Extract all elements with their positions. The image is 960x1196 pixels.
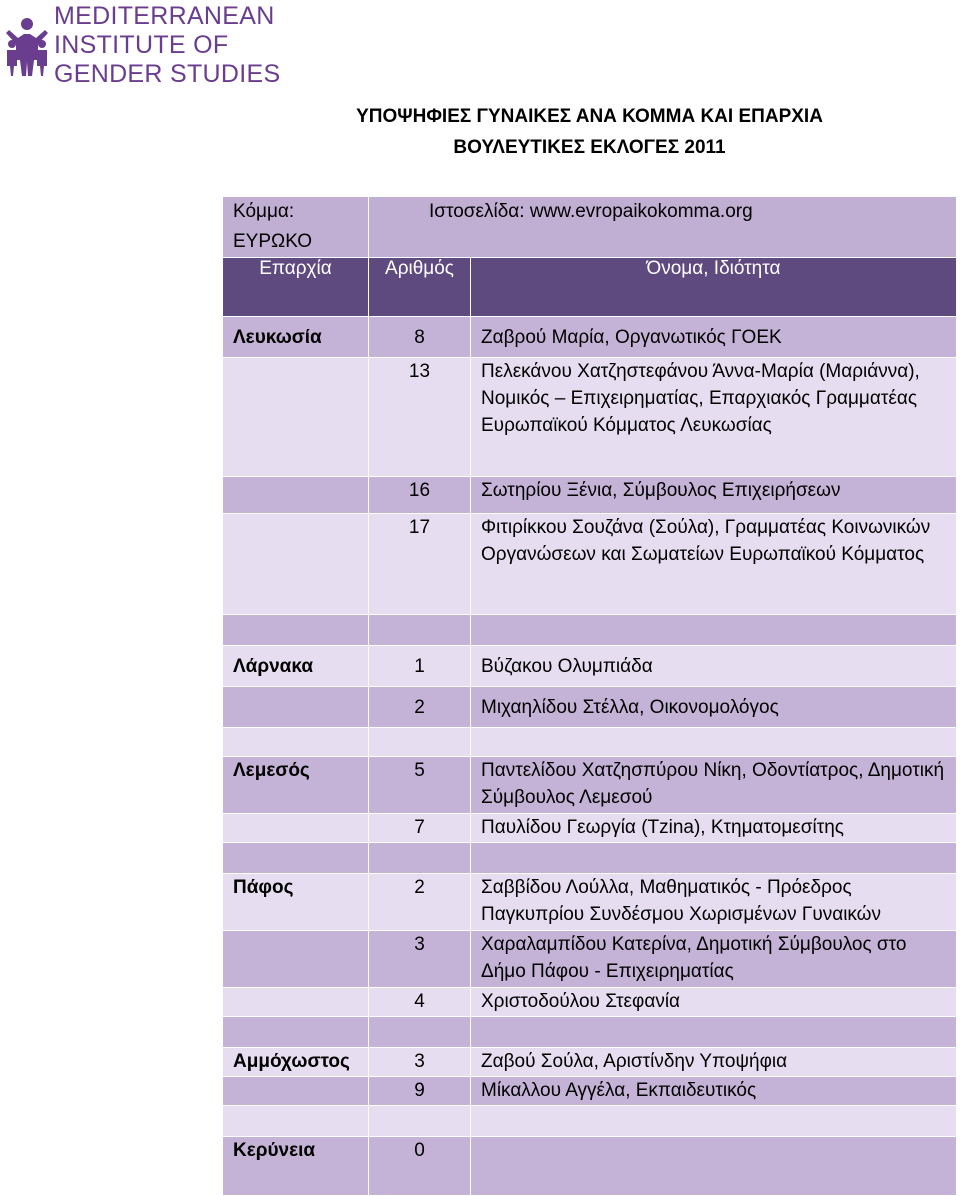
column-header-number: Αριθμός (369, 258, 471, 317)
name-cell (471, 843, 957, 874)
district-cell (223, 728, 369, 757)
page-title: ΥΠΟΨΗΦΙΕΣ ΓΥΝΑΙΚΕΣ ΑΝΑ ΚΟΜΜΑ ΚΑΙ ΕΠΑΡΧΙΑ (356, 106, 823, 127)
table-row (223, 728, 957, 757)
logo-line-3: GENDER STUDIES (54, 60, 281, 88)
column-header-district: Επαρχία (223, 258, 369, 317)
district-cell: Λάρνακα (223, 646, 369, 687)
name-cell: Πελεκάνου Χατζηστεφάνου Άννα-Μαρία (Μαριάννα), Νομικός – Επιχειρηματίας, Επαρχιακός Γραμματέας Ευρωπαϊκού Κόμματος Λευκωσίας (471, 358, 957, 477)
district-cell (223, 1077, 369, 1106)
number-cell: 8 (369, 317, 471, 358)
table-row (223, 757, 957, 814)
name-cell: Ζαβρού Μαρία, Οργανωτικός ΓΟΕΚ (471, 317, 957, 358)
district-cell (223, 988, 369, 1017)
number-cell: 7 (369, 814, 471, 843)
name-cell (471, 1106, 957, 1137)
table-row (223, 843, 957, 874)
table-row (223, 1017, 957, 1048)
district-cell (223, 931, 369, 988)
name-cell: Παντελίδου Χατζησπύρου Νίκη, Οδοντίατρος, Δημοτική Σύμβουλος Λεμεσού (471, 757, 957, 814)
name-cell (471, 1017, 957, 1048)
district-cell (223, 814, 369, 843)
district-cell (223, 514, 369, 615)
name-cell (471, 615, 957, 646)
institute-logo (4, 2, 281, 92)
table-row (223, 1106, 957, 1137)
party-website: Ιστοσελίδα: www.evropaikokomma.org (369, 197, 957, 258)
number-cell (369, 1106, 471, 1137)
district-cell (223, 477, 369, 514)
name-cell: Χαραλαμπίδου Κατερίνα, Δημοτική Σύμβουλος στο Δήμο Πάφου - Επιχειρηματίας (471, 931, 957, 988)
logo-wordmark (54, 2, 280, 89)
number-cell: 4 (369, 988, 471, 1017)
table-row (223, 1048, 957, 1077)
name-cell: Βύζακου Ολυμπιάδα (471, 646, 957, 687)
number-cell: 3 (369, 1048, 471, 1077)
page-subtitle: ΒΟΥΛΕΥΤΙΚΕΣ ΕΚΛΟΓΕΣ 2011 (453, 137, 726, 158)
district-cell (223, 1017, 369, 1048)
name-cell: Παυλίδου Γεωργία (Tzina), Κτηματομεσίτης (471, 814, 957, 843)
party-header-row (223, 197, 957, 258)
number-cell: 3 (369, 931, 471, 988)
name-cell: Ζαβού Σούλα, Αριστίνδην Υποψήφια (471, 1048, 957, 1077)
number-cell (369, 728, 471, 757)
name-cell (471, 1137, 957, 1196)
logo-line-1: MEDITERRANEAN (54, 2, 275, 30)
column-header-row (223, 258, 957, 317)
number-cell: 2 (369, 687, 471, 728)
table-row (223, 358, 957, 477)
table-row (223, 814, 957, 843)
name-cell: Φιτιρίκκου Σουζάνα (Σούλα), Γραμματέας Κοινωνικών Οργανώσεων και Σωματείων Ευρωπαϊκού Κόμματος (471, 514, 957, 615)
candidates-table (222, 196, 957, 1196)
number-cell: 2 (369, 874, 471, 931)
number-cell: 13 (369, 358, 471, 477)
district-cell (223, 843, 369, 874)
number-cell (369, 843, 471, 874)
number-cell: 16 (369, 477, 471, 514)
number-cell: 0 (369, 1137, 471, 1196)
logo-line-2: INSTITUTE OF (54, 31, 229, 59)
party-name: Κόμμα: ΕΥΡΩΚΟ (223, 197, 369, 258)
name-cell (471, 728, 957, 757)
table-row (223, 988, 957, 1017)
table-row (223, 687, 957, 728)
number-cell: 1 (369, 646, 471, 687)
number-cell (369, 615, 471, 646)
table-row (223, 615, 957, 646)
name-cell: Χριστοδούλου Στεφανία (471, 988, 957, 1017)
figures-logo-icon (4, 16, 50, 78)
name-cell: Μίκαλλου Αγγέλα, Εκπαιδευτικός (471, 1077, 957, 1106)
name-cell: Σαββίδου Λούλλα, Μαθηματικός - Πρόεδρος Παγκυπρίου Συνδέσμου Χωρισμένων Γυναικών (471, 874, 957, 931)
number-cell: 17 (369, 514, 471, 615)
table-row (223, 477, 957, 514)
column-header-name: Όνομα, Ιδιότητα (471, 258, 957, 317)
number-cell: 9 (369, 1077, 471, 1106)
district-cell (223, 1106, 369, 1137)
table-row (223, 317, 957, 358)
district-cell (223, 615, 369, 646)
number-cell: 5 (369, 757, 471, 814)
name-cell: Μιχαηλίδου Στέλλα, Οικονομολόγος (471, 687, 957, 728)
table-row (223, 1077, 957, 1106)
table-row (223, 514, 957, 615)
table-row (223, 874, 957, 931)
number-cell (369, 1017, 471, 1048)
district-cell: Πάφος (223, 874, 369, 931)
table-row (223, 931, 957, 988)
table-row (223, 1137, 957, 1196)
district-cell (223, 687, 369, 728)
name-cell: Σωτηρίου Ξένια, Σύμβουλος Επιχειρήσεων (471, 477, 957, 514)
district-cell: Λευκωσία (223, 317, 369, 358)
district-cell: Λεμεσός (223, 757, 369, 814)
district-cell: Κερύνεια (223, 1137, 369, 1196)
district-cell (223, 358, 369, 477)
table-row (223, 646, 957, 687)
district-cell: Αμμόχωστος (223, 1048, 369, 1077)
